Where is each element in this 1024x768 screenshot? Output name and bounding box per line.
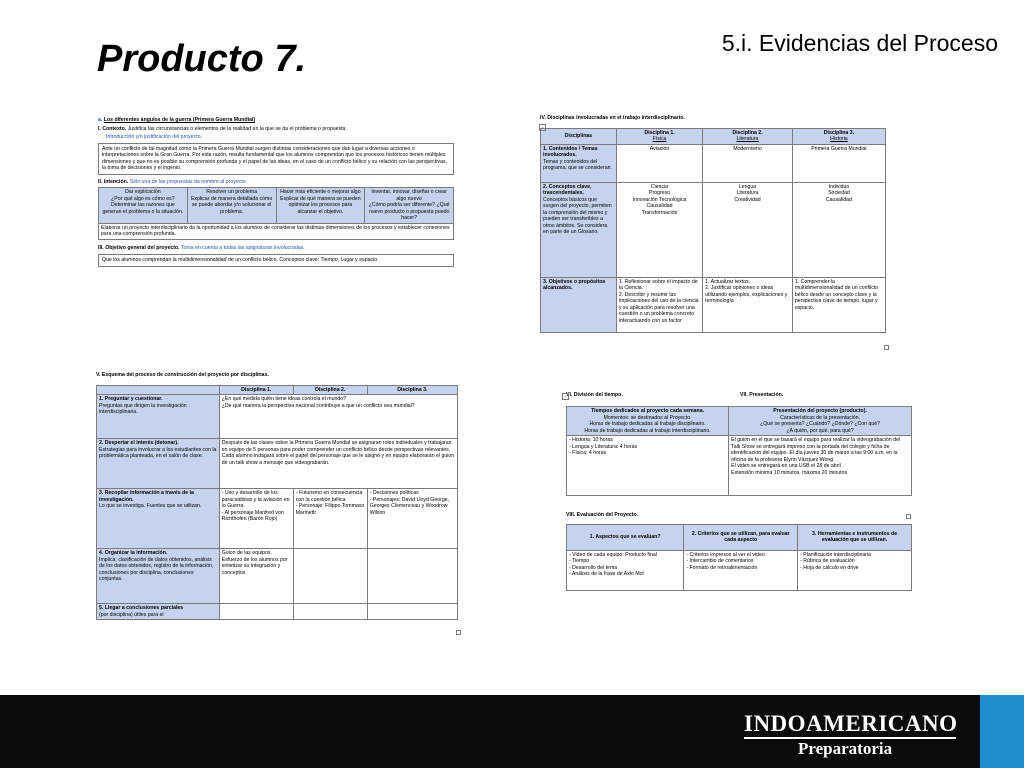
column-header-sub: Momentos: se destinados al Proyecto. Horas de trabajo dedicadas al trabajo disciplinario. Horas de trabajo dedicadas al trabajo interdisciplinario.	[584, 414, 711, 434]
section-intention-text: Sólo una de las propuestas da nombre al proyecto.	[129, 178, 248, 185]
table-cell: - Historia: 10 horas - Lengua y Literatura: 4 horas - Física: 4 horas	[567, 436, 729, 496]
process-table	[96, 385, 458, 621]
row-label	[541, 277, 617, 332]
table-cell	[293, 549, 367, 604]
section-context-text: Justifica las circunstancias o elementos de la realidad en la que se da el problema o propuesta.	[127, 125, 347, 132]
intention-head: Hacer más eficiente o mejorar algo	[280, 189, 361, 195]
document-panel-disciplines	[540, 113, 886, 349]
table-cell: ¿En qué medida quién tiene ideas controla el mundo? ¿De qué manera la perspectiva nacional contribuye a que un conflicto sea mundial?	[219, 395, 457, 439]
row-label-title: 3. Recopilar información a través de la investigación.	[99, 490, 194, 503]
disciplines-table	[540, 128, 886, 333]
column-header-label: Disciplina 2.	[732, 129, 763, 136]
intention-cell	[99, 188, 188, 224]
column-header	[729, 407, 912, 436]
heading-letter: a.	[98, 117, 103, 123]
row-label-sub: Preguntas que dirigen la investigación interdisciplinaria.	[99, 402, 187, 415]
row-label-sub: (por disciplina) útiles para el	[99, 611, 164, 618]
row-label-title: 1. Contenidos / Temas involucrados.	[543, 145, 598, 158]
panel3-heading: V. Esquema del proceso de construcción del proyecto por disciplinas.	[96, 372, 269, 378]
row-label	[97, 549, 220, 604]
column-header	[541, 128, 617, 144]
row-label	[97, 439, 220, 489]
presentation-heading: VII. Presentación.	[740, 392, 784, 398]
table-cell: - Futurismo en consecuencia con la cuestión bélica - Personaje: Filippo Tommaso Marinetti	[293, 489, 367, 549]
panel2-heading: IV. Disciplinas involucradas en el trabajo interdisciplinario.	[540, 115, 685, 121]
table-resize-handle-icon[interactable]	[906, 514, 911, 519]
table-cell	[219, 604, 293, 620]
row-label-title: 1. Preguntar y cuestionar.	[99, 396, 163, 402]
row-label-title: 2. Despertar el interés (detonar).	[99, 440, 179, 446]
intention-cell	[365, 188, 454, 224]
table-cell: Primera Guerra Mundial	[792, 144, 885, 182]
brand-logo: INDOAMERICANO	[744, 711, 958, 736]
column-header	[703, 128, 793, 144]
column-header	[792, 128, 885, 144]
column-header	[616, 128, 702, 144]
evaluation-heading: VIII. Evaluación del Proyecto.	[566, 512, 639, 518]
intention-cell	[187, 188, 276, 224]
section-context-label: I. Contexto.	[98, 125, 127, 132]
document-panel-time-evaluation	[566, 390, 912, 622]
section-context-sub: Introducción y/o justificación del proyecto.	[106, 134, 203, 140]
row-label-sub: Implica: clasificación de datos obtenidos, análisis de los datos obtenidos, registro de la información, conclusiones por disciplina, conclusiones conjuntas.	[99, 556, 214, 582]
row-label-sub: Estrategias para involucrar a los estudiantes con la problemática planteada, en el salón de clase.	[99, 446, 217, 459]
section-objective-label: III. Objetivo general del proyecto.	[98, 244, 180, 251]
time-presentation-table	[566, 406, 912, 496]
column-header-sub: Características de la presentación. ¿Qué se presenta? ¿Cuándo? ¿Dónde? ¿Con qué? ¿A quién, por qué, para qué?	[760, 414, 881, 434]
row-label	[541, 182, 617, 277]
column-header: Disciplina 2.	[293, 385, 367, 395]
table-cell: Lengua Literatura Creatividad	[703, 182, 793, 277]
table-cell: - Planificación interdisciplinaria - Rúbrica de evaluación - Hoja de cálculo en drive	[798, 550, 912, 590]
panel1-heading: Los diferentes ángulos de la guerra (Primera Guerra Mundial)	[103, 117, 256, 123]
row-label-title: 2. Conceptos clave, trascendentales.	[543, 183, 592, 196]
intention-cell	[276, 188, 365, 224]
table-move-handle-icon[interactable]: +	[562, 393, 569, 400]
column-header: 1. Aspectos que se evalúan?	[567, 524, 684, 550]
table-cell	[367, 549, 457, 604]
row-label-sub: Conceptos básicos que surgen del proyecto, permiten la comprensión del mismo y pueden ser transferibles a otros ámbitos. Se considera en parte de un Glosario.	[543, 196, 612, 235]
table-cell: Después de las clases sobre la Primera Guerra Mundial se asignaran roles individuales y trabajaran en equipo de 5 personas para poder comprender un conflicto bélico desde perspectivas relevantes. Cada alumno indagará sobre el papel del personaje que se le asignó y en equipo elaborarán el guion de un talk show a mensaje que videograbarán.	[219, 439, 457, 489]
intention-text: Elaborar un proyecto interdisciplinario da la oportunidad a los alumnos de considerar las distintas dimensiones de los procesos y establecer conexiones para una comprensión profunda.	[99, 223, 454, 239]
column-header-label: Tiempos dedicados al proyecto cada semana.	[591, 408, 705, 414]
slide-subtitle: 5.i. Evidencias del Proceso	[721, 30, 998, 56]
column-header: 3. Herramientas e instrumentos de evaluación que se utilizan.	[798, 524, 912, 550]
intention-head: Dar explicación	[125, 189, 161, 195]
intention-body: Explicar de manera detallada cómo se puede abordar y/o solucionar el problema.	[190, 195, 273, 215]
table-cell: - Video de cada equipo: Producto final - Tiempo - Desarrollo del tema - Análisis de la frase de Axio Mol	[567, 550, 684, 590]
table-cell: Modernismo	[703, 144, 793, 182]
column-header: 2. Criterios que se utilizan, para evaluar cada aspecto	[684, 524, 798, 550]
column-header	[567, 407, 729, 436]
intention-head: Resolver un problema	[206, 189, 257, 195]
column-header-sub: Historia	[830, 136, 848, 142]
row-label-title: 3. Objetivos o propósitos alcanzados.	[543, 278, 606, 291]
intention-head: Inventar, innovar, diseñar o crear algo nuevo	[371, 189, 447, 202]
column-header: Disciplina 3.	[367, 385, 457, 395]
column-header-sub: Literatura	[736, 136, 759, 142]
table-move-handle-icon[interactable]: +	[539, 124, 546, 131]
table-resize-handle-icon[interactable]	[456, 630, 461, 635]
slide-title: Producto 7.	[97, 38, 307, 80]
intention-body: ¿Por qué algo es cómo es? Determinar las razones que generan el problema o la situación.	[102, 195, 184, 215]
document-panel-process	[96, 370, 458, 632]
intention-body: ¿Cómo podría ser diferente? ¿Qué nuevo producto o propuesta puedo hacer?	[368, 202, 450, 221]
intention-body: Explicar de qué manera se pueden optimizar los procesos para alcanzar el objetivo.	[280, 195, 361, 215]
table-cell	[367, 604, 457, 620]
row-label-sub: Lo que se investiga. Fuentes que se utilizan.	[99, 503, 202, 509]
row-label	[97, 489, 220, 549]
table-cell: Ciencia Progreso Innovación Tecnológica Causalidad Transformación	[616, 182, 702, 277]
table-cell: 1. Actualizar textos. 2. Justificar opiniones o ideas utilizando ejemplos, explicaciones y terminología	[703, 277, 793, 332]
column-header-label: Disciplinas	[564, 132, 593, 139]
footer-accent	[980, 695, 1024, 768]
table-cell: 1. Comprender la multidimensionalidad de un conflicto bélico desde un concepto clave y la perspectiva clave de tiempo, lugar y espacio.	[792, 277, 885, 332]
row-label-title: 4. Organizar la información.	[99, 550, 168, 556]
row-label-sub: Temas y contenidos del programa, que se consideran.	[543, 158, 612, 171]
table-cell: Aviación	[616, 144, 702, 182]
column-header-sub: Física	[652, 136, 667, 142]
section-intention-label: II. Intención.	[98, 178, 129, 185]
row-label-title: 5. Llegar a conclusiones parciales	[99, 605, 184, 611]
evaluation-table	[566, 524, 912, 591]
table-cell	[293, 604, 367, 620]
table-resize-handle-icon[interactable]	[884, 345, 889, 350]
table-cell: El guion en el que se basará el equipo para realizar la videograbación del Talk Show se entregará impreso con la portada del colegio y ficha de identificación del equipo. El día jueves 30 de marzo a las 9:00 a.m. en la oficina de la profesora Elynn Vázquez Wong. El video se entregará en una USB el 28 de abril Extensión mínima 10 minutos, máxima 20 minutos	[729, 436, 912, 496]
row-label	[541, 144, 617, 182]
intro-text: Ante un conflicto de tal magnitud como la Primera Guerra Mundial surgen distintas consideraciones que dan lugar a diversas acciones o interpretaciones sobre la Gran Guerra. Por esta razón, resulta fundamental que los alumnos comprendan que los procesos históricos tienen múltiples dimensiones y que no es posible su comprensión profunda y el papel de las ideas, en el caso de un conflicto bélico y su relación con las perspectivas, la toma de decisiones y el ingenio.	[98, 143, 454, 175]
column-header-label: Disciplina 3.	[823, 129, 855, 136]
table-cell: 1. Reflexionar sobre el impacto de la Ciencia. 2. Describir y resumir las implicaciones del uso de la ciencia y su aplicación para resolver una cuestión o un problema concreto interactuando con un factor	[616, 277, 702, 332]
table-cell: - Criterios impresos al ver el video - Intercambio de comentarios - Formato de retroalimentación	[684, 550, 798, 590]
column-header-label: Disciplina 1.	[644, 129, 675, 136]
column-header	[97, 385, 220, 395]
table-cell: - Uso y desarrollo de los paracaidistas y la aviación en la Guerra. - Al personaje Manfred von Richthofen (Barón Rojo)	[219, 489, 293, 549]
intention-table	[98, 187, 454, 240]
table-cell: - Decisiones políticas - Personajes: David Lloyd George, Georges Clemenceau y Woodrow Wilson	[367, 489, 457, 549]
objective-text: Que los alumnos comprendan la multidimensionalidad de un conflicto bélico. Conceptos clave: Tiempo, Lugar y espacio.	[98, 254, 454, 267]
column-header: Disciplina 1.	[219, 385, 293, 395]
row-label	[97, 604, 220, 620]
row-label	[97, 395, 220, 439]
column-header-label: Presentación del proyecto (producto).	[773, 408, 867, 414]
section-objective-text: Toma en cuenta a todas las asignaturas involucradas.	[180, 244, 305, 251]
time-heading: VI. División del tiempo.	[566, 392, 623, 398]
table-cell: Guion de las equipos. Esfuerzo de los alumnos por sintetizar su integración y conceptos	[219, 549, 293, 604]
brand-subtitle: Preparatoria	[798, 739, 893, 758]
table-cell: Individuo Sociedad Causalidad	[792, 182, 885, 277]
document-panel-context	[98, 115, 454, 330]
